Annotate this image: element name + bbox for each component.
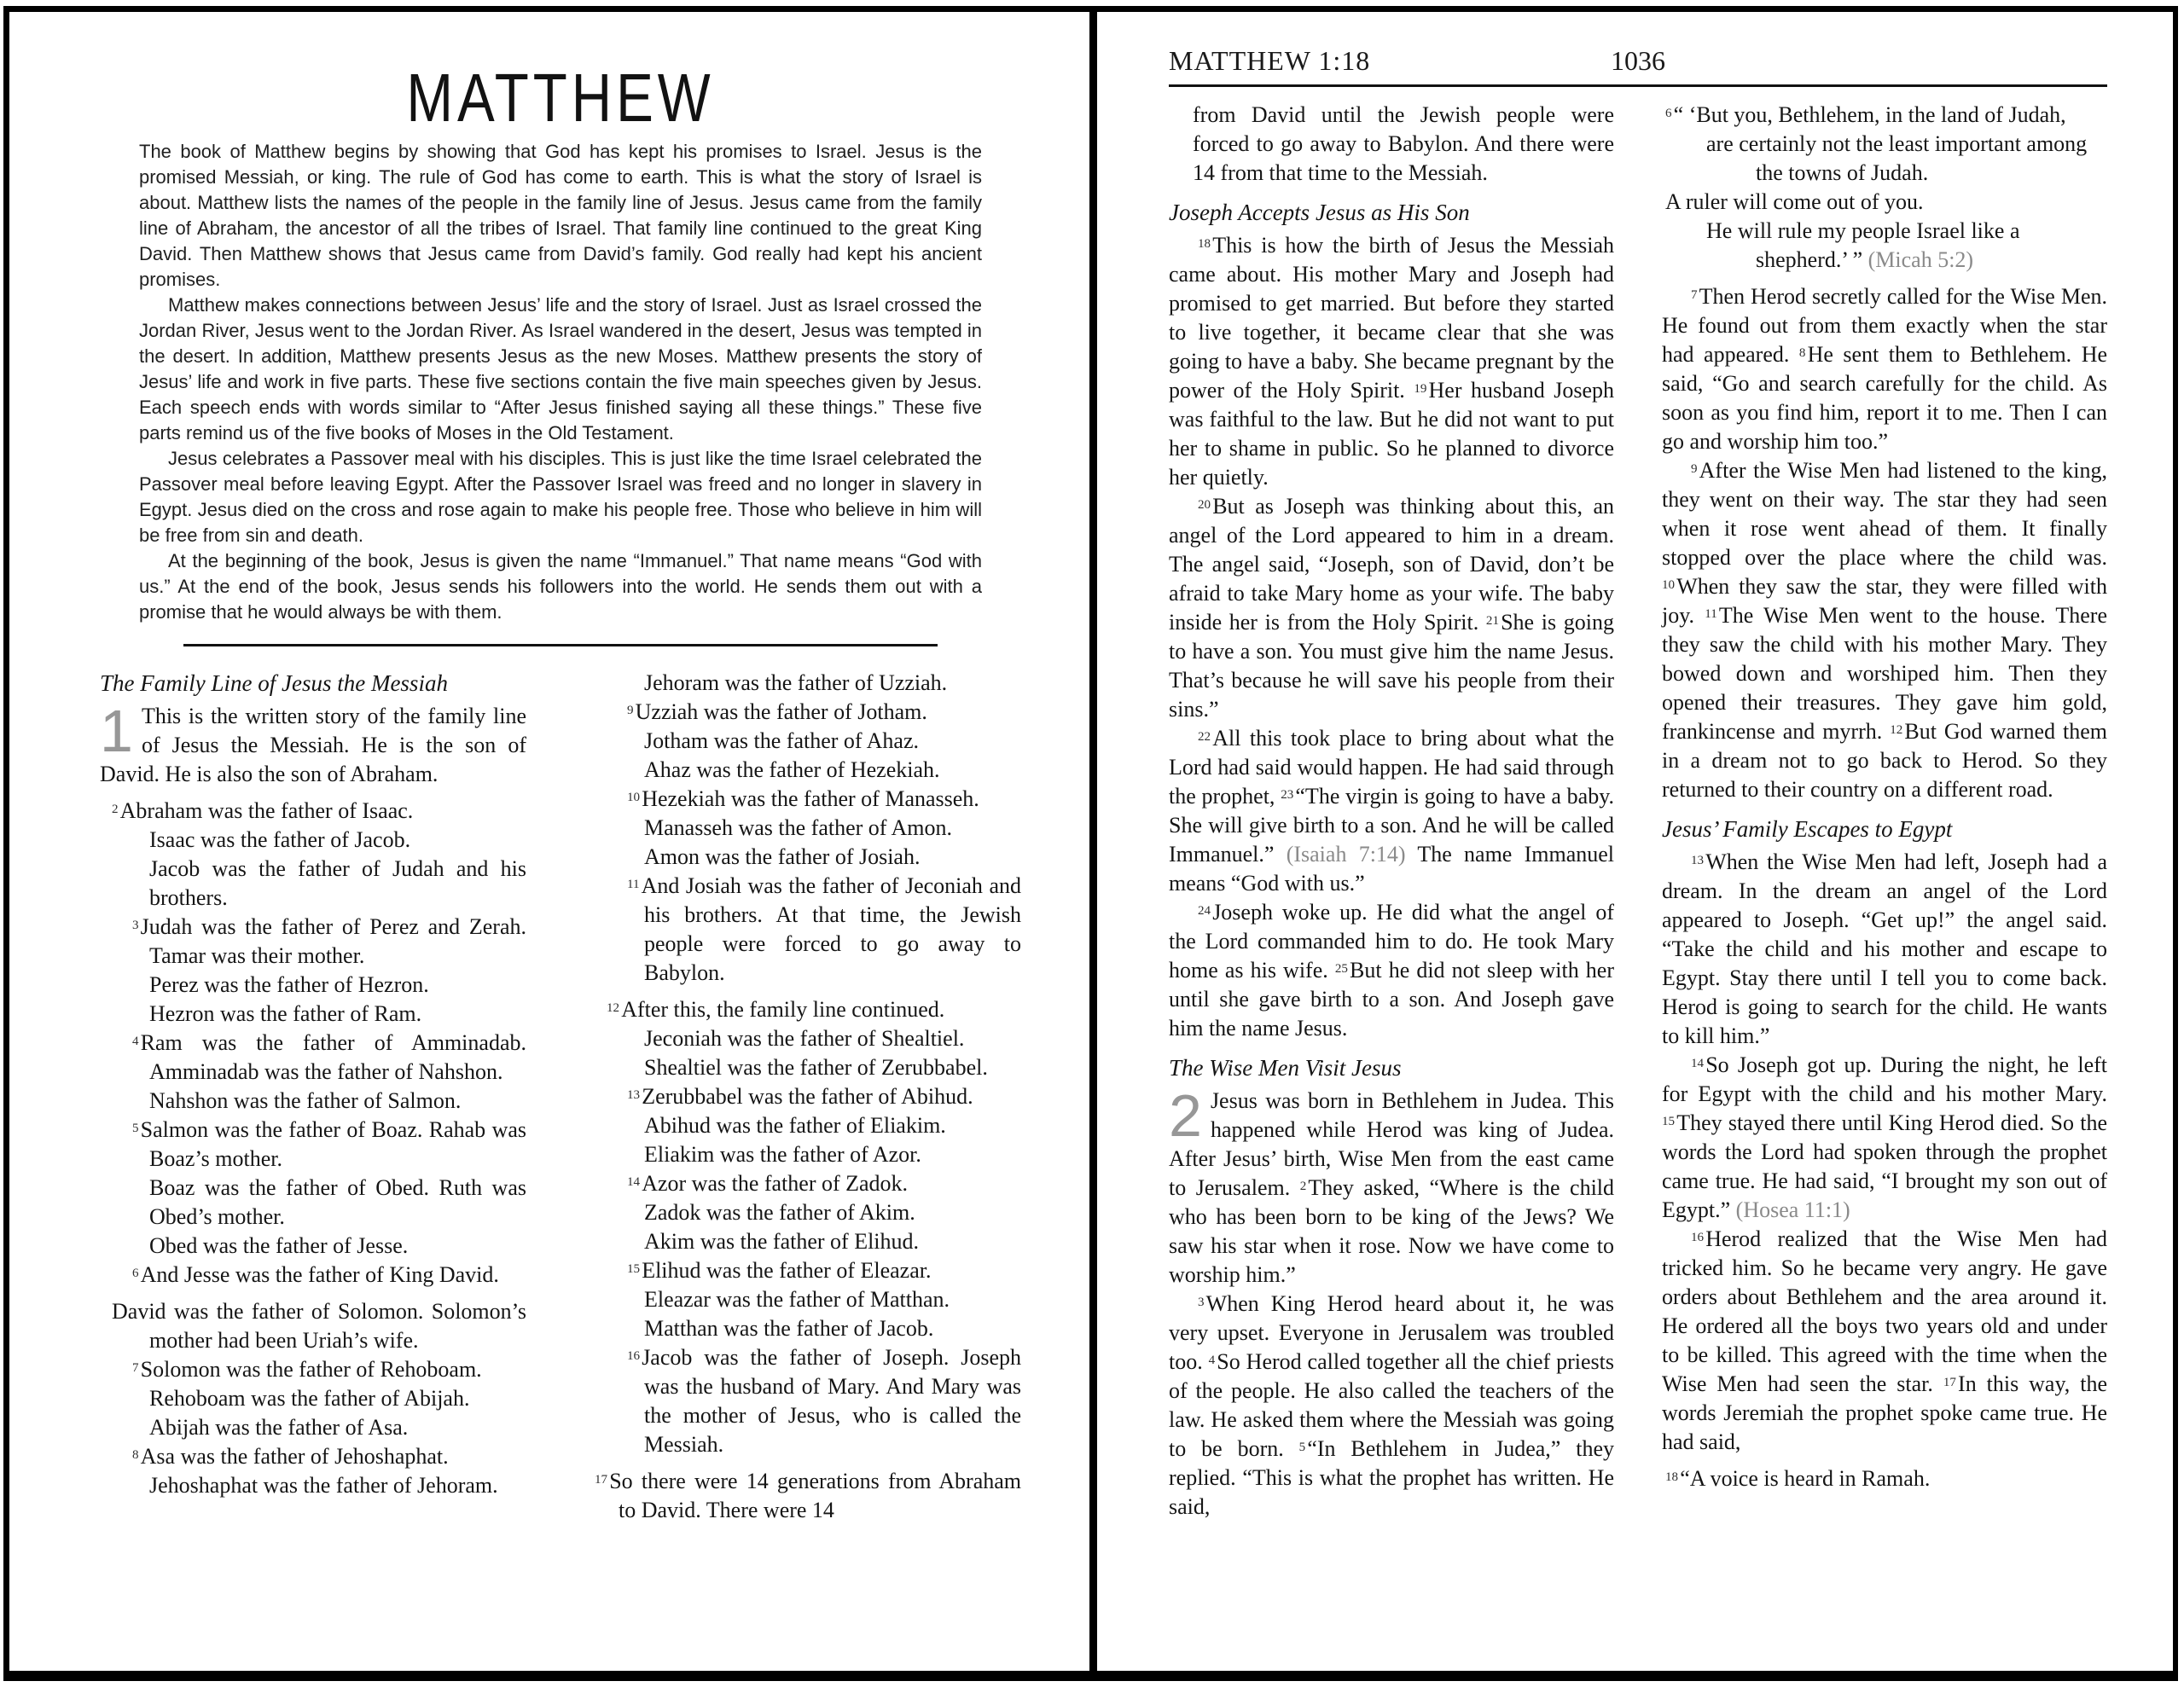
verse-number: 11 <box>627 877 640 891</box>
verse-number: 8 <box>132 1447 139 1462</box>
verse-line: $^6$And Jesse was the father of King David. <box>132 1262 499 1287</box>
verse-number: 6 <box>132 1266 139 1280</box>
verse-number: 6 <box>1665 106 1672 120</box>
cross-reference: (Micah 5:2) <box>1867 247 1974 272</box>
intro-paragraph: At the beginning of the book, Jesus is given the name “Immanuel.” That name means “God with us.” At the end of the book, Jesus sends his followers into the world. He sends them out with a promise that he would always be with them. <box>139 550 982 623</box>
running-head-rule <box>1169 84 2107 87</box>
verse-line: Hezron was the father of Ram. <box>149 1001 422 1026</box>
paragraph: $^9$After the Wise Men had listened to the king, they went on their way. The star they had seen when it rose went ahead of them. It finally stopped over the place where the child was. $^{10}$When they saw the star, they were filled with joy. $^{11}$The Wise Men went to the house. There they saw the child with his mother Mary. They bowed down and worshiped him. Then they opened their treasures. They gave him gold, frankincense and myrrh. $^{12}$But God warned them in a dream not to go back to Herod. So they returned to their country on a different road. <box>1662 458 2108 802</box>
verse-line: Manasseh was the father of Amon. <box>644 815 953 840</box>
verse-line: are certainly not the least important among the towns of Judah. <box>1706 131 2088 185</box>
verse-line: He will rule my people Israel like a shepherd.’ ” (Micah 5:2) <box>1706 218 2020 272</box>
verse-number: 22 <box>1198 729 1211 744</box>
paragraph: $^7$Then Herod secretly called for the Wise Men. He found out from them exactly when the star had appeared. $^8$He sent them to Bethlehem. He said, “Go and search carefully for the child. As soon as you find him, report it to me. Then I can go and worship him too.” <box>1662 284 2108 454</box>
verse-number: 13 <box>627 1087 641 1102</box>
verse-number: 19 <box>1414 381 1427 396</box>
verse-number: 2 <box>112 802 119 816</box>
verse-number: 16 <box>627 1348 641 1363</box>
verse-line: Amon was the father of Josiah. <box>644 844 921 869</box>
verse-line: $^6$“ ‘But you, Bethlehem, in the land of Judah, <box>1665 102 2066 127</box>
verse-number: 21 <box>1485 613 1499 628</box>
page-number: 1036 <box>1611 45 1665 76</box>
verse-line: $^2$Abraham was the father of Isaac. <box>112 798 414 823</box>
paragraph: $^{22}$All this took place to bring about what the Lord had said would happen. He had said through the prophet, $^{23}$“The virgin is going to have a baby. She will give birth to a son. And he will be called Immanuel.” (Isaiah 7:14) The name Immanuel means “God with us.” <box>1169 726 1615 896</box>
verse-number: 5 <box>1298 1440 1306 1454</box>
verse-line: Jotham was the father of Ahaz. <box>644 728 920 753</box>
verse-lines <box>595 669 1021 988</box>
verse-line: Akim was the father of Elihud. <box>644 1229 920 1254</box>
intro-paragraph: Matthew makes connections between Jesus’ life and the story of Israel. Just as Israel crossed the Jordan River, Jesus went to the Jordan River. As Israel wandered in the desert, Jesus was tempted in the desert. In addition, Matthew presents Jesus as the new Moses. Matthew presents the story of Jesus’ life and work in five parts. These five sections contain the five main speeches given by Jesus. Each speech ends with words similar to “After Jesus finished saying all these things.” These five parts remind us of the five books of Moses in the Old Testament. <box>139 294 982 443</box>
right-page <box>1097 11 2172 1673</box>
paragraph: $^{13}$When the Wise Men had left, Joseph had a dream. In the dream an angel of the Lord appeared to Joseph. “Get up!” the angel said. “Take the child and his mother and escape to Egypt. Stay there until I tell you to come back. Herod is going to search for the child. He wants to kill him.” <box>1662 849 2107 1048</box>
left-page-column-1 <box>100 669 526 1525</box>
verse-number: 14 <box>627 1174 641 1189</box>
verse-number: 20 <box>1198 497 1211 512</box>
verse-line: Nahshon was the father of Salmon. <box>149 1088 462 1113</box>
verse-number: 4 <box>1208 1353 1216 1367</box>
verse-number: 14 <box>1691 1056 1705 1070</box>
verse-line: Zadok was the father of Akim. <box>644 1200 915 1225</box>
verse-line: $^{16}$Jacob was the father of Joseph. Joseph was the husband of Mary. And Mary was the mother of Jesus, who is called the Messiah. <box>627 1345 1021 1457</box>
verse-number: 23 <box>1281 787 1294 802</box>
verse-line: Ahaz was the father of Hezekiah. <box>644 757 940 782</box>
verse-line: Jeconiah was the father of Shealtiel. <box>644 1026 965 1051</box>
right-page-column-1 <box>1169 101 1614 1522</box>
book-introduction <box>139 139 982 625</box>
cross-reference: (Isaiah 7:14) <box>1286 842 1406 867</box>
verse-line: $^{12}$After this, the family line continued. <box>607 997 945 1022</box>
verse-number: 3 <box>1198 1295 1205 1309</box>
paragraph: $^{17}$So there were 14 generations from Abraham to David. There were 14 <box>595 1469 1021 1522</box>
verse-line: Perez was the father of Hezron. <box>149 972 429 997</box>
verse-lines <box>100 797 526 1290</box>
intro-paragraph: The book of Matthew begins by showing that God has kept his promises to Israel. Jesus is the promised Messiah, or king. The rule of God has come to earth. This is what the story of Israel is about. Matthew lists the names of the people in the family line of Jesus. Jesus came from the family line of Abraham, the ancestor of all the tribes of Israel. That family line continued to the great King David. Then Matthew shows that Jesus came from David’s family. God really had kept his ancient promises. <box>139 141 982 290</box>
verse-lines <box>1662 1464 2107 1493</box>
verse-line: $^9$Uzziah was the father of Jotham. <box>627 699 927 724</box>
verse-line: Boaz was the father of Obed. Ruth was Obed’s mother. <box>149 1175 526 1229</box>
verse-number: 9 <box>1691 461 1698 476</box>
verse-number: 25 <box>1334 961 1348 976</box>
verse-lines <box>1662 101 2107 275</box>
verse-number: 15 <box>627 1261 641 1276</box>
verse-number: 15 <box>1662 1114 1676 1128</box>
paragraph: from David until the Jewish people were forced to go away to Babylon. And there were 14 from that time to the Messiah. <box>1193 102 1614 185</box>
section-heading: The Family Line of Jesus the Messiah <box>100 670 448 696</box>
chapter-paragraph: 1 This is the written story of the family line of Jesus the Messiah. He is the son of David. He is also the son of Abraham. <box>100 698 526 786</box>
verse-lines <box>595 995 1021 1459</box>
verse-line: $^{10}$Hezekiah was the father of Manasseh. <box>627 786 979 811</box>
verse-line: $^{14}$Azor was the father of Zadok. <box>627 1171 909 1196</box>
verse-line: Eliakim was the father of Azor. <box>644 1142 921 1167</box>
left-page-column-2 <box>595 669 1021 1525</box>
chapter-number: 2 <box>1169 1082 1202 1149</box>
verse-line: $^{18}$“A voice is heard in Ramah. <box>1665 1466 1931 1491</box>
verse-number: 4 <box>132 1034 139 1048</box>
paragraph: $^{18}$This is how the birth of Jesus the Messiah came about. His mother Mary and Joseph had promised to get married. But before they started to live together, it became clear that she was going to have a baby. She became pregnant by the power of the Holy Spirit. $^{19}$Her husband Joseph was faithful to the law. But he did not want to put her to shame in public. So he planned to divorce her quietly. <box>1169 233 1614 490</box>
verse-number: 7 <box>1691 287 1698 302</box>
verse-number: 12 <box>607 1000 620 1015</box>
verse-line: A ruler will come out of you. <box>1665 189 1924 214</box>
verse-number: 7 <box>132 1360 139 1375</box>
chapter-number: 1 <box>100 698 133 764</box>
chapter-paragraph: 2 Jesus was born in Bethlehem in Judea. This happened while Herod was king of Judea. After Jesus’ birth, Wise Men from the east came to Jerusalem. $^2$They asked, “Where is the child who has been born to be king of the Jews? We saw his star when it rose. Now we have come to worship him.” <box>1169 1082 1615 1287</box>
verse-number: 16 <box>1691 1230 1705 1244</box>
paragraph: $^{20}$But as Joseph was thinking about this, an angel of the Lord appeared to him in a dream. The angel said, “Joseph, son of David, don’t be afraid to take Mary home as your wife. The baby inside her is from the Holy Spirit. $^{21}$She is going to have a son. You must give him the name Jesus. That’s because he will save his people from their sins.” <box>1169 494 1614 722</box>
verse-line: Jacob was the father of Judah and his brothers. <box>149 856 526 910</box>
right-page-content <box>1097 45 2172 1522</box>
verse-number: 3 <box>132 918 139 932</box>
verse-line: Obed was the father of Jesse. <box>149 1233 409 1258</box>
verse-number: 8 <box>1798 345 1806 360</box>
running-head-reference: MATTHEW 1:18 <box>1169 45 1371 76</box>
verse-line: Abijah was the father of Asa. <box>149 1415 409 1440</box>
paragraph: $^{14}$So Joseph got up. During the night, he left for Egypt with the child and his mother Mary. $^{15}$They stayed there until King Herod died. So the words the Lord had spoken through the prophet came true. He had said, “I brought my son out of Egypt.” (Hosea 11:1) <box>1662 1052 2107 1222</box>
verse-line: Jehoram was the father of Uzziah. <box>644 670 948 695</box>
verse-line: Matthan was the father of Jacob. <box>644 1316 934 1341</box>
intro-divider-rule <box>183 644 938 646</box>
verse-number: 13 <box>1691 853 1705 867</box>
verse-number: 24 <box>1198 903 1211 918</box>
verse-line: Shealtiel was the father of Zerubbabel. <box>644 1055 988 1080</box>
verse-line: $^7$Solomon was the father of Rehoboam. <box>132 1357 482 1382</box>
right-page-column-2 <box>1662 101 2107 1522</box>
verse-line: David was the father of Solomon. Solomon’s mother had been Uriah’s wife. <box>112 1299 526 1353</box>
verse-number: 11 <box>1705 606 1717 621</box>
verse-number: 18 <box>1198 236 1211 251</box>
verse-number: 5 <box>132 1121 139 1135</box>
verse-line: $^{11}$And Josiah was the father of Jeconiah and his brothers. At that time, the Jewish people were forced to go away to Babylon. <box>627 873 1021 985</box>
verse-number: 18 <box>1665 1470 1679 1484</box>
verse-line: $^8$Asa was the father of Jehoshaphat. <box>132 1444 449 1469</box>
verse-line: $^4$Ram was the father of Amminadab. Amminadab was the father of Nahshon. <box>132 1030 526 1084</box>
verse-line: $^{15}$Elihud was the father of Eleazar. <box>627 1258 932 1283</box>
verse-line: Abihud was the father of Eliakim. <box>644 1113 946 1138</box>
cross-reference: (Hosea 11:1) <box>1735 1197 1850 1222</box>
left-page-columns <box>100 669 1021 1525</box>
verse-line: Rehoboam was the father of Abijah. <box>149 1386 470 1411</box>
verse-number: 17 <box>1943 1375 1956 1389</box>
left-page <box>9 11 1089 1673</box>
book-title: MATTHEW <box>406 60 715 136</box>
verse-number: 17 <box>595 1472 608 1487</box>
verse-number: 12 <box>1890 722 1903 737</box>
running-head <box>1169 45 2107 76</box>
verse-line: $^{13}$Zerubbabel was the father of Abihud. <box>627 1084 973 1109</box>
left-page-content <box>9 60 1089 1525</box>
verse-line: $^3$Judah was the father of Perez and Zerah. Tamar was their mother. <box>132 914 526 968</box>
verse-number: 10 <box>627 790 641 804</box>
section-heading: Jesus’ Family Escapes to Egypt <box>1662 816 1953 842</box>
verse-number: 9 <box>627 703 634 717</box>
right-page-columns <box>1169 101 2107 1522</box>
verse-lines <box>100 1297 526 1500</box>
verse-line: Eleazar was the father of Matthan. <box>644 1287 950 1312</box>
verse-number: 10 <box>1662 577 1676 592</box>
intro-paragraph: Jesus celebrates a Passover meal with his disciples. This is just like the time Israel celebrated the Passover meal before leaving Egypt. After the Passover Israel was freed and no longer in slavery in Egypt. Jesus died on the cross and rose again to make his people free. Those who believe in him will be free from sin and death. <box>139 448 982 546</box>
paragraph: $^3$When King Herod heard about it, he was very upset. Everyone in Jerusalem was troubled too. $^4$So Herod called together all the chief priests of the people. He also called the teachers of the law. He asked them where the Messiah was going to be born. $^5$“In Bethlehem in Judea,” they replied. “This is what the prophet has written. He said, <box>1169 1291 1615 1519</box>
section-heading: The Wise Men Visit Jesus <box>1169 1055 1402 1081</box>
verse-line: Isaac was the father of Jacob. <box>149 827 411 852</box>
verse-line: $^5$Salmon was the father of Boaz. Rahab was Boaz’s mother. <box>132 1117 526 1171</box>
section-heading: Joseph Accepts Jesus as His Son <box>1169 200 1470 225</box>
center-page-divider <box>1089 6 1097 1681</box>
verse-line: Jehoshaphat was the father of Jehoram. <box>149 1473 498 1498</box>
paragraph: $^{24}$Joseph woke up. He did what the angel of the Lord commanded him to do. He took Mary home as his wife. $^{25}$But he did not sleep with her until she gave birth to a son. And Joseph gave him the name Jesus. <box>1169 900 1614 1041</box>
paragraph: $^{16}$Herod realized that the Wise Men had tricked him. So he became very angry. He gave orders about Bethlehem and the area around it. He ordered all the boys two years old and under to be killed. This agreed with the time when the Wise Men had seen the star. $^{17}$In this way, the words Jeremiah the prophet spoke came true. He had said, <box>1662 1226 2107 1454</box>
verse-number: 2 <box>1299 1179 1307 1193</box>
